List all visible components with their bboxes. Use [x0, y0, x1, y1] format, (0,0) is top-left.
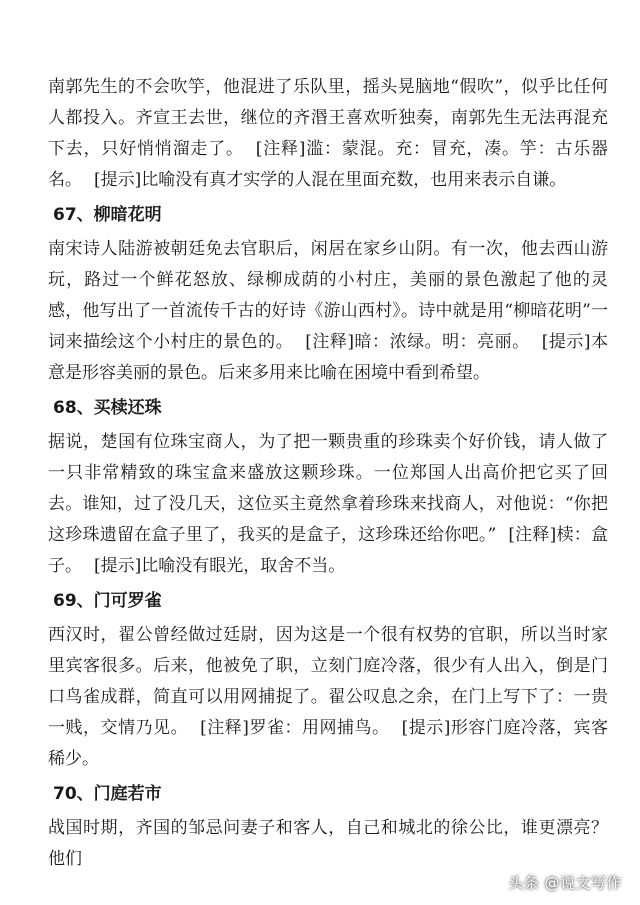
section-intro-hint: [提示]比喻没有真才实学的人混在里面充数，也用来表示自谦。: [94, 170, 567, 190]
section-68-paragraph: [48, 427, 608, 582]
section-67-paragraph: [48, 234, 608, 389]
document-page: [48, 72, 608, 875]
section-70-paragraph: [48, 813, 608, 875]
section-69-heading: 69、门可罗雀: [53, 591, 162, 611]
section-67-hint: [提示]本意是形容美丽的景色。后来多用来比喻在困境中看到希望。: [48, 332, 609, 383]
section-67-note: [注释]暗：浓绿。明：亮丽。: [305, 332, 530, 352]
section-68-note: [注释]椟：盒子。: [48, 525, 608, 576]
section-intro-body: 南郭先生的不会吹竽，他混进了乐队里，摇头晃脑地“假吹”，似乎比任何人都投入。齐宣王去世，继位的齐湣王喜欢听独奏，南郭先生无法再混充下去，只好悄悄溜走了。: [48, 77, 608, 159]
section-68-heading: 68、买椟还珠: [53, 398, 162, 418]
section-70-body: 战国时期，齐国的邹忌问妻子和客人，自己和城北的徐公比，谁更漂亮？他们: [48, 818, 608, 869]
watermark: 头条 @说文写作: [508, 874, 622, 892]
section-70-heading: 70、门庭若市: [53, 784, 162, 804]
section-69-body: 西汉时，翟公曾经做过廷尉，因为这是一个很有权势的官职，所以当时家里宾客很多。后来，他被免了职，立刻门庭冷落，很少有人出入，倒是门口鸟雀成群，简直可以用网捕捉了。翟公叹息之余，在门上写下了：一贵一贱，交情乃见。: [48, 625, 608, 738]
section-69-paragraph: [48, 620, 608, 775]
section-69-note: [注释]罗雀：用网捕鸟。: [200, 718, 390, 738]
section-intro-note: [注释]滥：蒙混。充：冒充，凑。竽：古乐器名。: [48, 139, 609, 190]
section-67-heading: 67、柳暗花明: [53, 205, 162, 225]
section-intro-paragraph: [48, 72, 608, 196]
section-68-body: 据说，楚国有位珠宝商人，为了把一颗贵重的珍珠卖个好价钱，请人做了一只非常精致的珠宝盒来盛放这颗珍珠。一位郑国人出高价把它买了回去。谁知，过了没几天，这位买主竟然拿着珍珠来找商人，对他说：“你把这珍珠遗留在盒子里了，我买的是盒子，这珍珠还给你吧。”: [48, 432, 608, 545]
section-69-hint: [提示]形容门庭冷落，宾客稀少。: [48, 718, 609, 769]
section-68-hint: [提示]比喻没有眼光，取舍不当。: [94, 556, 346, 576]
section-67-body: 南宋诗人陆游被朝廷免去官职后，闲居在家乡山阴。有一次，他去西山游玩，路过一个鲜花怒放、绿柳成荫的小村庄，美丽的景色激起了他的灵感，他写出了一首流传千古的好诗《游山西村》。诗中就是用“柳暗花明”一词来描绘这个小村庄的景色的。: [48, 239, 608, 352]
